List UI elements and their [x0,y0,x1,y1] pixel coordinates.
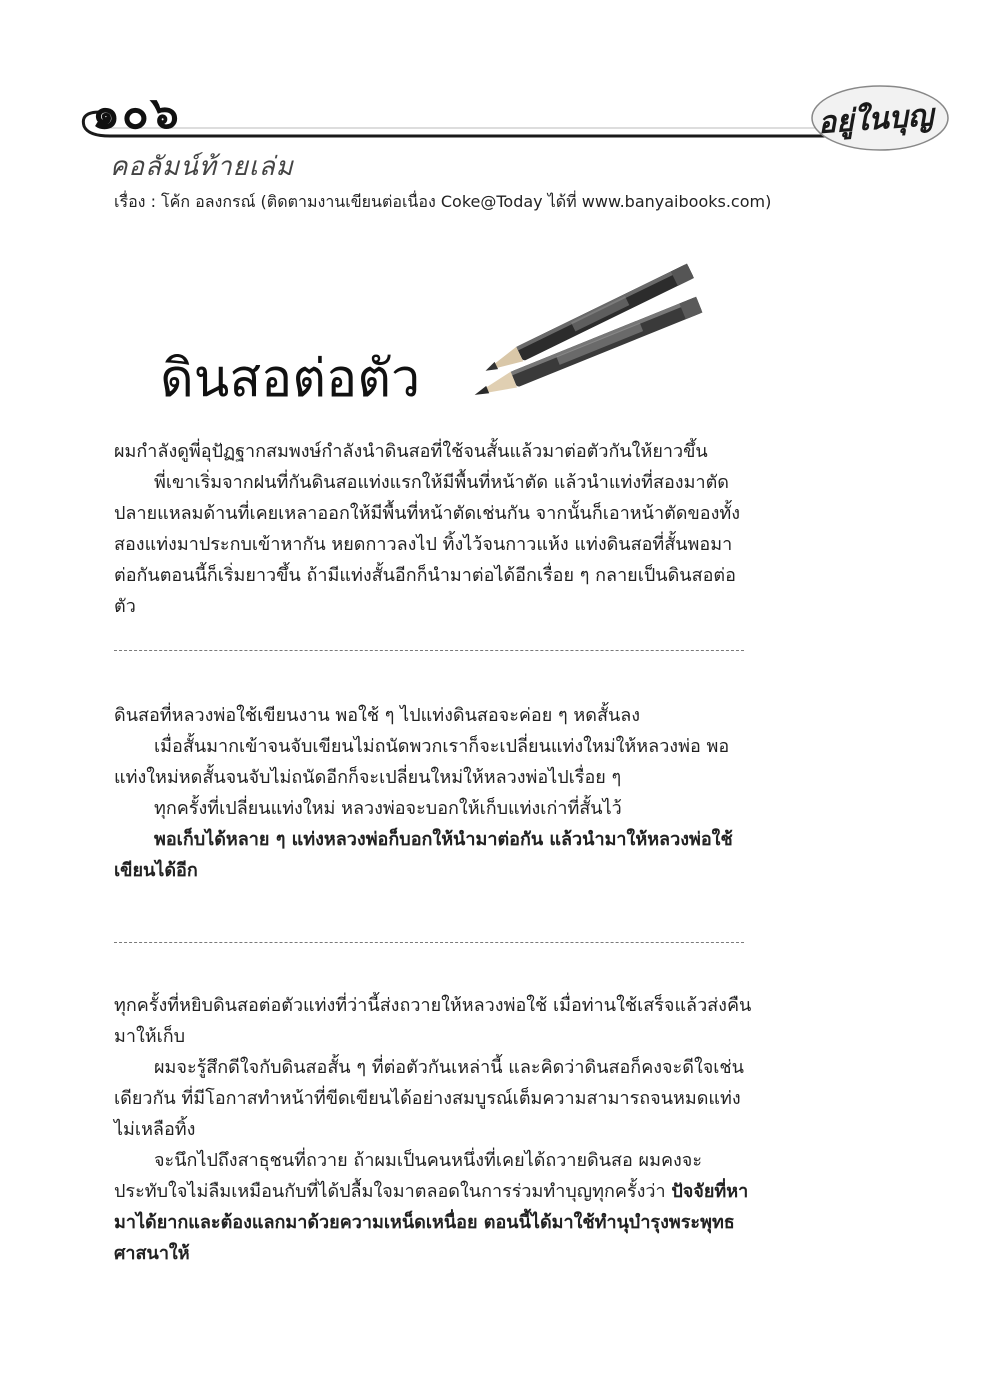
section-2 [114,700,754,886]
paragraph: ทุกครั้งที่เปลี่ยนแท่งใหม่ หลวงพ่อจะบอกให้เก็บแท่งเก่าที่สั้นไว้ [154,798,622,819]
paragraph: ดินสอที่หลวงพ่อใช้เขียนงาน พอใช้ ๆ ไปแท่งดินสอจะค่อย ๆ หดสั้นลง [114,705,641,726]
section-1 [114,436,754,622]
paragraph-text: จะนึกไปถึงสาธุชนที่ถวาย ถ้าผมเป็นคนหนึ่งที่เคยได้ถวายดินสอ ผมคงจะประทับใจไม่ลืมเหมือนกับที่ได้ปลื้มใจมาตลอดในการร่วมทำบุญทุกครั้งว่า [114,1150,703,1202]
article-title: ดินสอต่อตัว [160,349,421,409]
bold-paragraph: พอเก็บได้หลาย ๆ แท่งหลวงพ่อก็บอกให้นำมาต่อกัน แล้วนำมาให้หลวงพ่อใช้เขียนได้อีก [114,829,733,881]
byline: เรื่อง : โค้ก อลงกรณ์ (ติดตามงานเขียนต่อเนื่อง Coke@Today ได้ที่ www.banyaibooks.com) [114,192,772,211]
pencils-icon [456,248,726,398]
dashed-divider [114,650,744,651]
paragraph: เมื่อสั้นมากเข้าจนจับเขียนไม่ถนัดพวกเราก็จะเปลี่ยนแท่งใหม่ให้หลวงพ่อ พอแท่งใหม่หดสั้นจนจับไม่ถนัดอีกก็จะเปลี่ยนใหม่ให้หลวงพ่อไปเรื่อย ๆ [114,736,730,788]
paragraph [114,1145,754,1269]
paragraph: ทุกครั้งที่หยิบดินสอต่อตัวแท่งที่ว่านี้ส่งถวายให้หลวงพ่อใช้ เมื่อท่านใช้เสร็จแล้วส่งคืนมาให้เก็บ [114,995,752,1047]
column-name: คอลัมน์ท้ายเล่ม [110,152,294,182]
book-logo: อยู่ในบุญ [816,98,935,141]
page-number: ๑๐๖ [92,88,181,139]
paragraph: ผมกำลังดูพี่อุปัฏฐากสมพงษ์กำลังนำดินสอที่ใช้จนสั้นแล้วมาต่อตัวกันให้ยาวขึ้น [114,441,708,462]
dashed-divider [114,942,744,943]
section-3 [114,990,754,1269]
bold-text: ปัจจัยที่หามาได้ยากและต้องแลกมาด้วยความเหน็ดเหนื่อย ตอนนี้ได้มาใช้ทำนุบำรุงพระพุทธศาสนาให้ [114,1181,749,1264]
paragraph: พี่เขาเริ่มจากฝนที่กันดินสอแท่งแรกให้มีพื้นที่หน้าตัด แล้วนำแท่งที่สองมาตัดปลายแหลมด้านที่เคยเหลาออกให้มีพื้นที่หน้าตัดเช่นกัน จากนั้นก็เอาหน้าตัดของทั้งสองแท่งมาประกบเข้าหากัน หยดกาวลงไป ทิ้งไว้จนกาวแห้ง แท่งดินสอที่สั้นพอมาต่อกันตอนนี้ก็เริ่มยาวขึ้น ถ้ามีแท่งสั้นอีกก็นำมาต่อได้อีกเรื่อย ๆ กลายเป็นดินสอต่อตัว [114,472,741,617]
paragraph: ผมจะรู้สึกดีใจกับดินสอสั้น ๆ ที่ต่อตัวกันเหล่านี้ และคิดว่าดินสอก็คงจะดีใจเช่นเดียวกัน ที่มีโอกาสทำหน้าที่ขีดเขียนได้อย่างสมบูรณ์เต็มความสามารถจนหมดแท่งไม่เหลือทิ้ง [114,1057,744,1140]
